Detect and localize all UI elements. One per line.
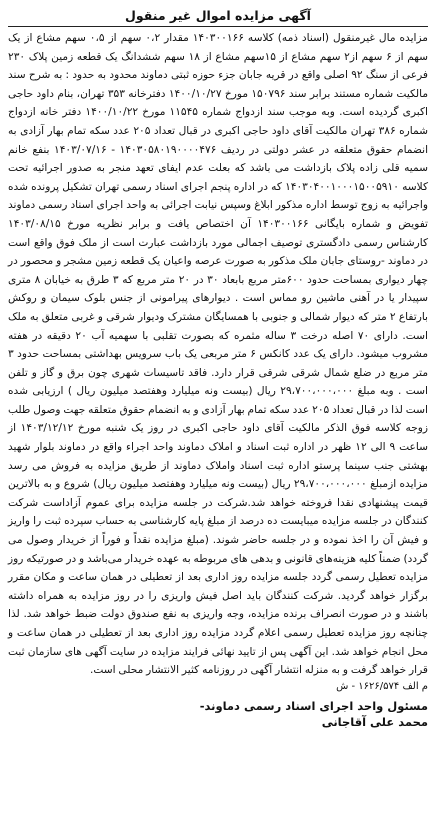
notice-body: مزایده مال غیرمنقول (اسناد ذمه) کلاسه ۱۴۰۳۰۰۱۶۶ مقدار ۰،۲ سهم از ۰،۵ سهم مشاع از یک سهم از ۶ سهم از۲ سهم مشاع از ۱۵سهم مشاع از ۱۸ سهم ششدانگ یک قطعه زمین پلاک ۲۳۰ فرعی از سنگ ۹۲ اصلی واقع در قریه جابان جزء حوزه ثبتی دماوند محدود به حدود : به شرح سند مالکیت شماره مستند برابر سند ۱۵۰۷۹۶ مورخ ۱۴۰۰/۱۰/۲۷ دفترخانه ۳۵۳ تهران، بنام داود حاجی اکبری گردیده است. وبه موجب سند ازدواج شماره ۱۱۵۴۵ مورخ ۱۴۰۰/۱۰/۲۲ دفتر خانه ازدواج شماره ۳۸۶ تهران مالکیت آقای داود حاجی اکبری در قبال تعداد ۲۰۵ عدد سکه تمام بهار آزادی به انضمام حقوق متعلقه در عشر دولتی در ردیف ۱۴۰۳۰۵۸۰۱۹۰۰۰۰۴۷۶ - ۱۴۰۳/۰۷/۱۶ بنفع خانم سمیه قلی زاده پلاک بازداشت می باشد که بعلت عدم ایفای تعهد منجر به صدور اجرائیه تحت کلاسه ۱۴۰۳۰۴۰۰۱۰۰۰۱۵۰۰۵۹۱۰ که در اداره پنجم اجرای اسناد رسمی تهران تشکیل پرونده شده واجرائیه به زوج توسط اداره مذکور ابلاغ وسپس نیابت اجرائی به واحد اجرای اسناد رسمی دماوند تفویض و شماره بایگانی ۱۴۰۳۰۰۱۶۶ آن اختصاص یافت و برابر نظریه مورخ ۱۴۰۳/۰۸/۱۵ کارشناس رسمی دادگستری توصیف اجمالی مورد بازداشت عبارت است از ملک فوق واقع است در دماوند -روستای جابان ملک مذکور به صورت عرصه واعیان یک قطعه زمین مشجر و محصور در چهار دیواری بمساحت حدود ۶۰۰متر مربع بابعاد ۳۰ در ۲۰ متر مربع که ۳ طرق به خیابان ۸ متری سپیدار یا در آهنی ماشین رو مماس است . دیوارهای پیرامونی از جنس بلوک سیمان و روکش بارتفاع ۲ متر که دیوار شمالی و جنوبی با همسایگان مشترک ودیوار شرقی و غربی متعلق به ملک است. دارای ۷۰ اصله درخت ۳ ساله مثمره که بصورت تقلبی با سهمیه آب ۲۰ دقیقه در هفته مشروب میشود. دارای یک عدد کانکس ۶ متر مربعی یک باب سرویس بهداشتی بمساحت حدود ۳ متر مربع در ضلع شمال شرقی شرقی قرار دارد. فاقد تاسیسات شهری چون برق و گاز و تلفن است . وبه مبلغ ۲۹،۷۰۰،۰۰۰،۰۰۰ ریال (بیست ونه میلیارد وهفتصد میلیون ریال ) ارزیابی شده است لذا در قبال تعداد ۲۰۵ عدد سکه تمام بهار آزادی و به انضمام حقوق متعلقه جهت وصول طلب زوجه کلاسه فوق الذکر مالکیت آقای داود حاجی اکبری در روز یک شنبه مورخ ۱۴۰۳/۱۲/۱۲ از ساعت ۹ الی ۱۲ ظهر در اداره ثبت اسناد و املاک دماوند واحد اجراء واقع در دماوند بلوار شهید بهشتی جنب سینما پرستو اداره ثبت اسناد واملاک دماوند از طریق مزایده به فروش می رسد مزایده ازمبلغ ۲۹،۷۰۰،۰۰۰،۰۰۰ ریال (بیست ونه میلیارد وهفتصد میلیون ریال) شروع و به بالاترین قیمت پیشنهادی نقدا فروخته خواهد شد.شرکت در جلسه مزایده برای عموم آزاداست شرکت کنندگان در جلسه مزایده میبایست ده درصد از مبلغ پایه کارشناسی به حساب سپرده ثبت را واریز و فیش آن را اخذ نموده و در جلسه حاضر شوند. (مبلغ مزایده نقداً و فوراً از خریدار وصول می گردد) ضمناً کلیه هزینه‌های قانونی و بدهی های مربوطه به عهده خریدار می‌باشد و در صورتیکه روز مزایده تعطیل رسمی گردد جلسه مزایده روز اداری بعد از تعطیلی در همان ساعت و مکان مقرر برگزار خواهد گردید. شرکت کنندگان باید اصل فیش واریزی را در روز مزایده به همراه داشته باشند و در صورت انصراف برنده مزایده، وجه واریزی به نفع صندوق دولت ضبط خواهد شد. لذا چنانچه روز مزایده تعطیل رسمی اعلام گردد مزایده روز اداری بعد از تعطیلی در همان ساعت و محل انجام خواهد شد. این آگهی پس از تایید نهائی فرایند مزایده در سایت آگهی های سازمان ثبت قرار خواهد گرفت و به منزله انتشار آگهی در روزنامه کثیر الانتشار محلی است.	[8, 32, 429, 677]
signature-name: محمد علی آقاجانی	[321, 714, 428, 729]
notice-title: آگهی مزایده اموال غیر منقول	[8, 8, 428, 27]
notice-code: م الف ۱۶۲۶/۵۷۴ - ش	[336, 680, 428, 692]
signature-title: مسئول واحد اجرای اسناد رسمی دماوند-	[199, 698, 428, 713]
signature-block	[8, 698, 428, 730]
